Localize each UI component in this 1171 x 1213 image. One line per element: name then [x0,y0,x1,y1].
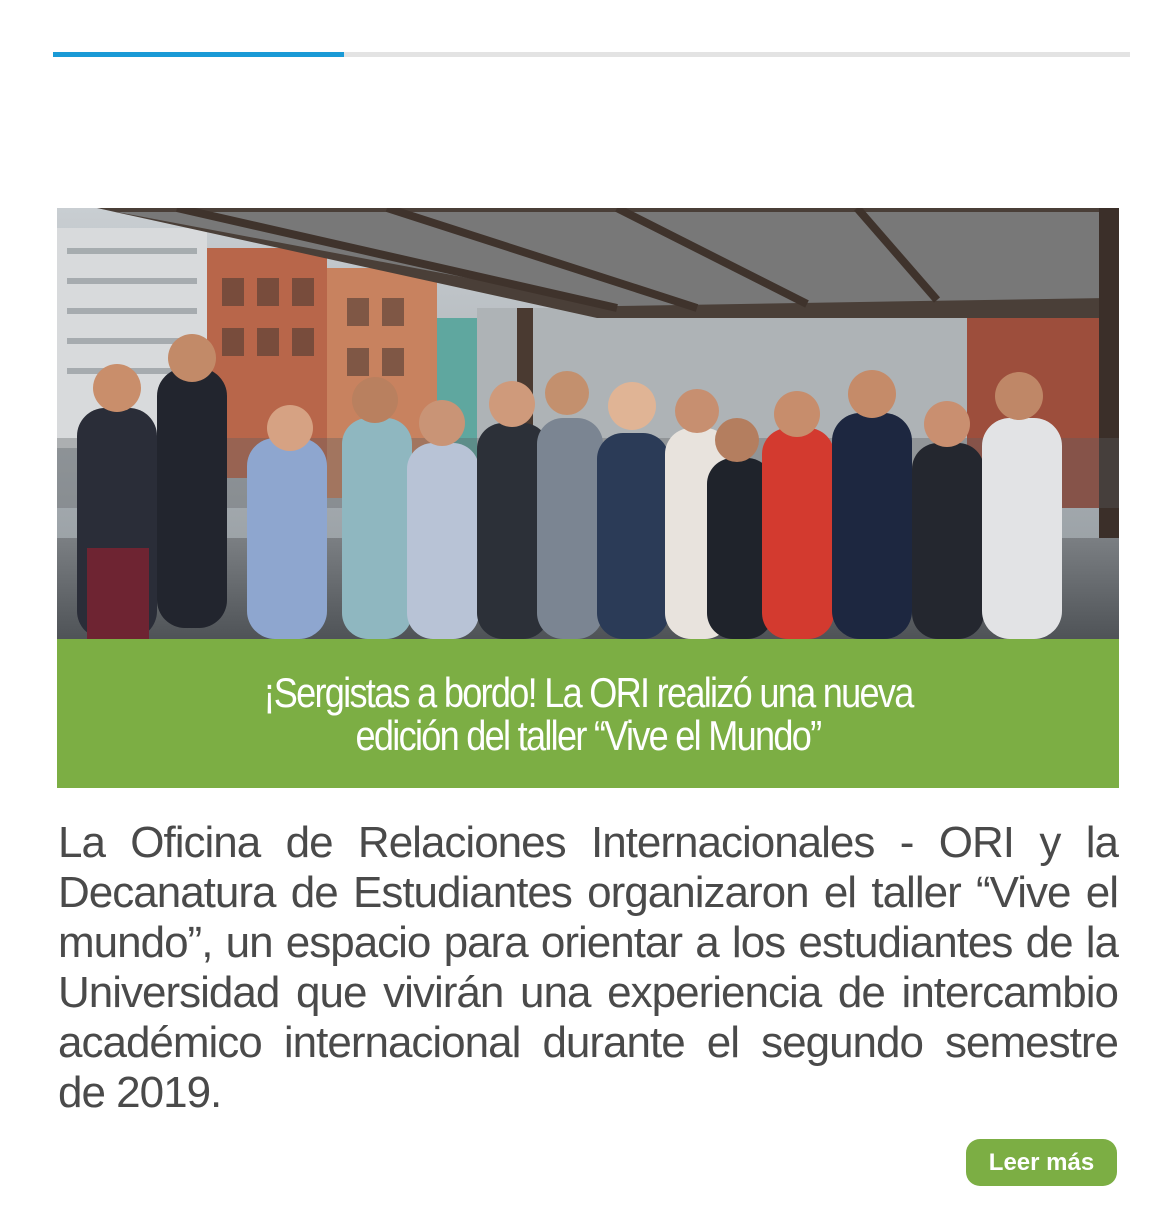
progress-fill [53,52,344,57]
group-photo [57,208,1119,639]
article-summary: La Oficina de Relaciones Internacionales - ORI y la Decanatura de Estudiantes organizaron el taller “Vive el mundo”, un espacio para orientar a los estudiantes de la Universidad que vivirán una experiencia de intercambio académico internacional durante el segundo semestre de 2019. [58,818,1118,1117]
headline-line-1: ¡Sergistas a bordo! La ORI realizó una nueva [263,668,913,716]
headline-banner [57,639,1119,788]
headline-line-2: edición del taller “Vive el Mundo” [355,711,821,759]
progress-track [53,52,1130,57]
read-more-button[interactable]: Leer más [966,1139,1117,1186]
headline [244,668,932,759]
